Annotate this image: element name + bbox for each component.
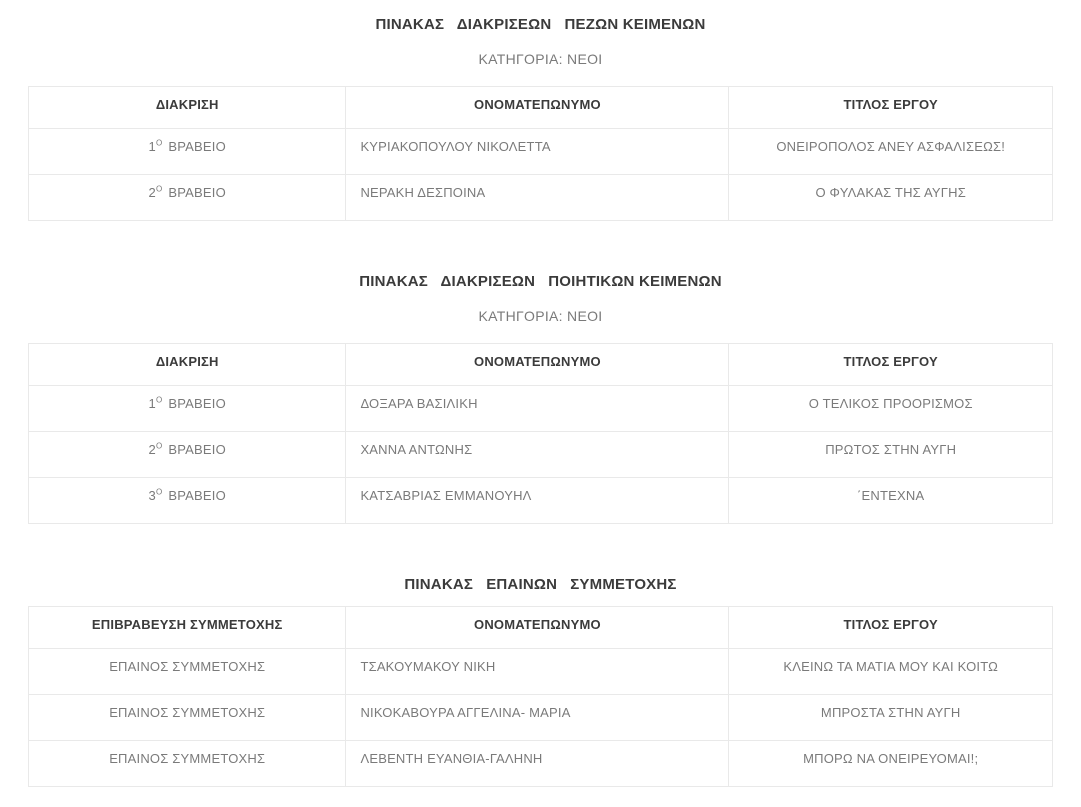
rank-label: ΒΡΑΒΕΙΟ (168, 139, 226, 154)
table-row (29, 741, 1053, 787)
rank-ordinal-superscript: Ο (155, 487, 163, 497)
distinction-cell: ΕΠΑΙΝΟΣ ΣΥΜΜΕΤΟΧΗΣ (29, 695, 346, 741)
column-header-work-title: ΤΙΤΛΟΣ ΕΡΓΟΥ (729, 344, 1053, 386)
name-cell: ΚΑΤΣΑΒΡΙΑΣ ΕΜΜΑΝΟΥΗΛ (346, 478, 729, 524)
distinction-cell: ΕΠΑΙΝΟΣ ΣΥΜΜΕΤΟΧΗΣ (29, 649, 346, 695)
rank-ordinal-superscript: Ο (155, 184, 163, 194)
column-header-name: ΟΝΟΜΑΤΕΠΩΝΥΜΟ (346, 87, 729, 129)
name-cell: ΛΕΒΕΝΤΗ ΕΥΑΝΘΙΑ-ΓΑΛΗΝΗ (346, 741, 729, 787)
distinction-cell (29, 432, 346, 478)
prose-distinctions-table (28, 86, 1053, 221)
table-header-row (29, 87, 1053, 129)
work-title-cell: ΚΛΕΙΝΩ ΤΑ ΜΑΤΙΑ ΜΟΥ ΚΑΙ ΚΟΙΤΩ (729, 649, 1053, 695)
column-header-work-title: ΤΙΤΛΟΣ ΕΡΓΟΥ (729, 607, 1053, 649)
rank-label: ΒΡΑΒΕΙΟ (168, 442, 226, 457)
table-header-row (29, 344, 1053, 386)
section-poetry-distinctions (28, 274, 1053, 524)
rank-number: 2 (148, 442, 156, 457)
work-title-cell: ΄ΕΝΤΕΧΝΑ (729, 478, 1053, 524)
name-cell: ΚΥΡΙΑΚΟΠΟΥΛΟΥ ΝΙΚΟΛΕΤΤΑ (346, 129, 729, 175)
name-cell: ΔΟΞΑΡΑ ΒΑΣΙΛΙΚΗ (346, 386, 729, 432)
section-title: ΠΙΝΑΚΑΣ ΔΙΑΚΡΙΣΕΩΝ ΠΟΙΗΤΙΚΩΝ ΚΕΙΜΕΝΩΝ (359, 273, 722, 290)
rank-number: 3 (148, 488, 156, 503)
table-row (29, 386, 1053, 432)
rank-number: 1 (148, 396, 156, 411)
table-row (29, 432, 1053, 478)
rank-ordinal-superscript: Ο (155, 395, 163, 405)
work-title-cell: ΜΠΟΡΩ ΝΑ ΟΝΕΙΡΕΥΟΜΑΙ!; (729, 741, 1053, 787)
name-cell: ΝΕΡΑΚΗ ΔΕΣΠΟΙΝΑ (346, 175, 729, 221)
column-header-distinction: ΔΙΑΚΡΙΣΗ (29, 87, 346, 129)
work-title-cell: Ο ΦΥΛΑΚΑΣ ΤΗΣ ΑΥΓΗΣ (729, 175, 1053, 221)
work-title-cell: ΟΝΕΙΡΟΠΟΛΟΣ ΑΝΕΥ ΑΣΦΑΛΙΣΕΩΣ! (729, 129, 1053, 175)
name-cell: ΧΑΝΝΑ ΑΝΤΩΝΗΣ (346, 432, 729, 478)
distinction-cell (29, 129, 346, 175)
rank-number: 1 (148, 139, 156, 154)
work-title-cell: ΜΠΡΟΣΤΑ ΣΤΗΝ ΑΥΓΗ (729, 695, 1053, 741)
rank-label: ΒΡΑΒΕΙΟ (168, 396, 226, 411)
table-row (29, 695, 1053, 741)
column-header-work-title: ΤΙΤΛΟΣ ΕΡΓΟΥ (729, 87, 1053, 129)
table-row (29, 175, 1053, 221)
table-row (29, 478, 1053, 524)
distinction-cell: ΕΠΑΙΝΟΣ ΣΥΜΜΕΤΟΧΗΣ (29, 741, 346, 787)
table-row (29, 129, 1053, 175)
rank-number: 2 (148, 185, 156, 200)
section-title: ΠΙΝΑΚΑΣ ΔΙΑΚΡΙΣΕΩΝ ΠΕΖΩΝ ΚΕΙΜΕΝΩΝ (375, 16, 706, 33)
name-cell: ΤΣΑΚΟΥΜΑΚΟΥ ΝΙΚΗ (346, 649, 729, 695)
distinction-cell (29, 386, 346, 432)
participation-commendations-table (28, 606, 1053, 787)
column-header-distinction: ΔΙΑΚΡΙΣΗ (29, 344, 346, 386)
poetry-distinctions-table (28, 343, 1053, 524)
table-header-row (29, 607, 1053, 649)
rank-label: ΒΡΑΒΕΙΟ (168, 185, 226, 200)
section-subtitle: ΚΑΤΗΓΟΡΙΑ: ΝΕΟΙ (478, 308, 603, 324)
section-title: ΠΙΝΑΚΑΣ ΕΠΑΙΝΩΝ ΣΥΜΜΕΤΟΧΗΣ (404, 576, 677, 593)
work-title-cell: ΠΡΩΤΟΣ ΣΤΗΝ ΑΥΓΗ (729, 432, 1053, 478)
section-participation-commendations (28, 577, 1053, 787)
column-header-name: ΟΝΟΜΑΤΕΠΩΝΥΜΟ (346, 344, 729, 386)
column-header-name: ΟΝΟΜΑΤΕΠΩΝΥΜΟ (346, 607, 729, 649)
rank-label: ΒΡΑΒΕΙΟ (168, 488, 226, 503)
distinction-cell (29, 175, 346, 221)
column-header-distinction: ΕΠΙΒΡΑΒΕΥΣΗ ΣΥΜΜΕΤΟΧΗΣ (29, 607, 346, 649)
work-title-cell: Ο ΤΕΛΙΚΟΣ ΠΡΟΟΡΙΣΜΟΣ (729, 386, 1053, 432)
rank-ordinal-superscript: Ο (155, 138, 163, 148)
table-row (29, 649, 1053, 695)
section-prose-distinctions (28, 17, 1053, 221)
section-subtitle: ΚΑΤΗΓΟΡΙΑ: ΝΕΟΙ (478, 51, 603, 67)
name-cell: ΝΙΚΟΚΑΒΟΥΡΑ ΑΓΓΕΛΙΝΑ- ΜΑΡΙΑ (346, 695, 729, 741)
distinction-cell (29, 478, 346, 524)
rank-ordinal-superscript: Ο (155, 441, 163, 451)
